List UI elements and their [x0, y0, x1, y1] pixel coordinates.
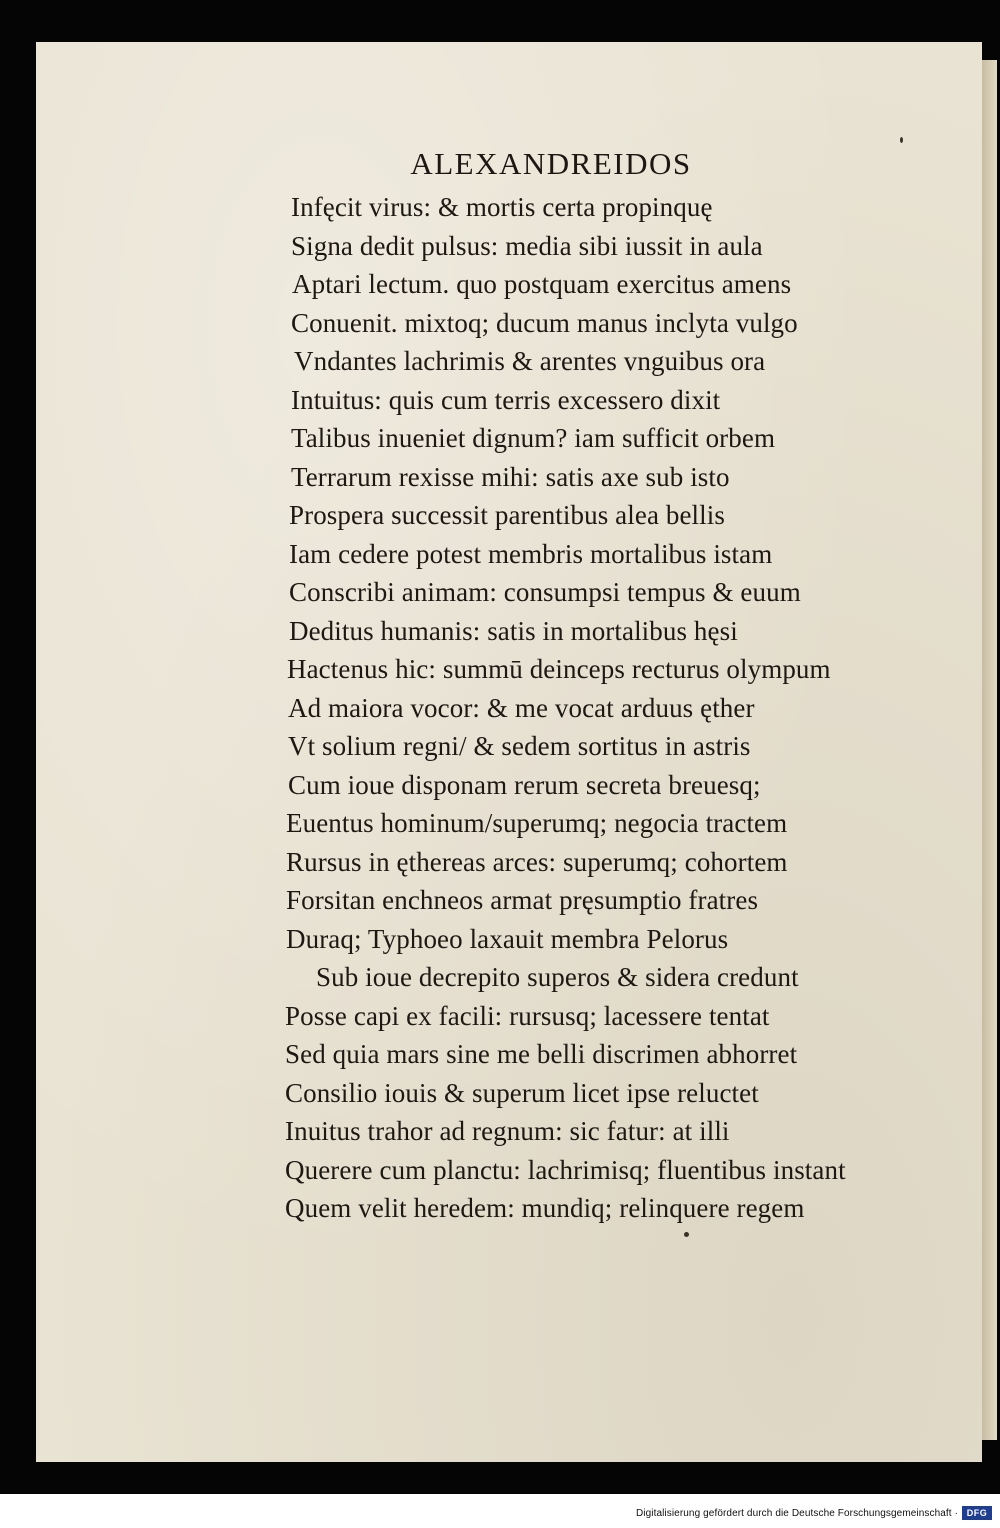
verse-line: Intuitus: quis cum terris excessero dixit [291, 385, 721, 415]
verse-line: Consilio iouis & superum licet ipse reluctet [285, 1078, 759, 1108]
verse-line: Conuenit. mixtoq; ducum manus inclyta vulgo [291, 308, 798, 338]
verse-line: Terrarum rexisse mihi: satis axe sub isto [291, 462, 730, 492]
verse-line: Deditus humanis: satis in mortalibus hęsi [289, 616, 738, 646]
verse-line: Conscribi animam: consumpsi tempus & euum [289, 577, 801, 607]
verse-line: Sub ioue decrepito superos & sidera credunt [316, 962, 799, 992]
verse-line: Inuitus trahor ad regnum: sic fatur: at illi [285, 1116, 730, 1146]
verse-line: Vt solium regni/ & sedem sortitus in astris [288, 731, 751, 761]
verse-line: Quem velit heredem: mundiq; relinquere regem [285, 1193, 805, 1223]
verse-line: Sed quia mars sine me belli discrimen abhorret [285, 1039, 798, 1069]
verse-line: Euentus hominum/superumq; negocia tractem [286, 808, 788, 838]
verse-line: Querere cum planctu: lachrimisq; fluentibus instant [285, 1155, 846, 1185]
verse-line: Duraq; Typhoeo laxauit membra Pelorus [286, 924, 729, 954]
verse-line: Forsitan enchneos armat pręsumptio fratres [286, 885, 759, 915]
verse-line: Infęcit virus: & mortis certa propinquę [291, 192, 713, 222]
verse-line: Prospera successit parentibus alea bellis [289, 500, 725, 530]
dfg-logo-icon: DFG [962, 1506, 992, 1520]
verse-line: Cum ioue disponam rerum secreta breuesq; [288, 770, 761, 800]
verse-line: Signa dedit pulsus: media sibi iussit in aula [291, 231, 763, 261]
verse-line: Aptari lectum. quo postquam exercitus amens [292, 269, 792, 299]
running-head: ALEXANDREIDOS [410, 146, 692, 181]
verse-line: Ad maiora vocor: & me vocat arduus ęther [288, 693, 755, 723]
verse-line: Hactenus hic: summū deinceps recturus olympum [287, 654, 831, 684]
verse-line: Posse capi ex facili: rursusq; lacessere tentat [285, 1001, 770, 1031]
funding-notice: Digitalisierung gefördert durch die Deutsche Forschungsgemeinschaft · [635, 1508, 958, 1519]
verse-line: Rursus in ęthereas arces: superumq; cohortem [286, 847, 788, 877]
verse-line: Iam cedere potest membris mortalibus istam [289, 539, 773, 569]
verse-line: Talibus inueniet dignum? iam sufficit orbem [291, 423, 776, 453]
verse-line: Vndantes lachrimis & arentes vnguibus ora [294, 346, 766, 376]
